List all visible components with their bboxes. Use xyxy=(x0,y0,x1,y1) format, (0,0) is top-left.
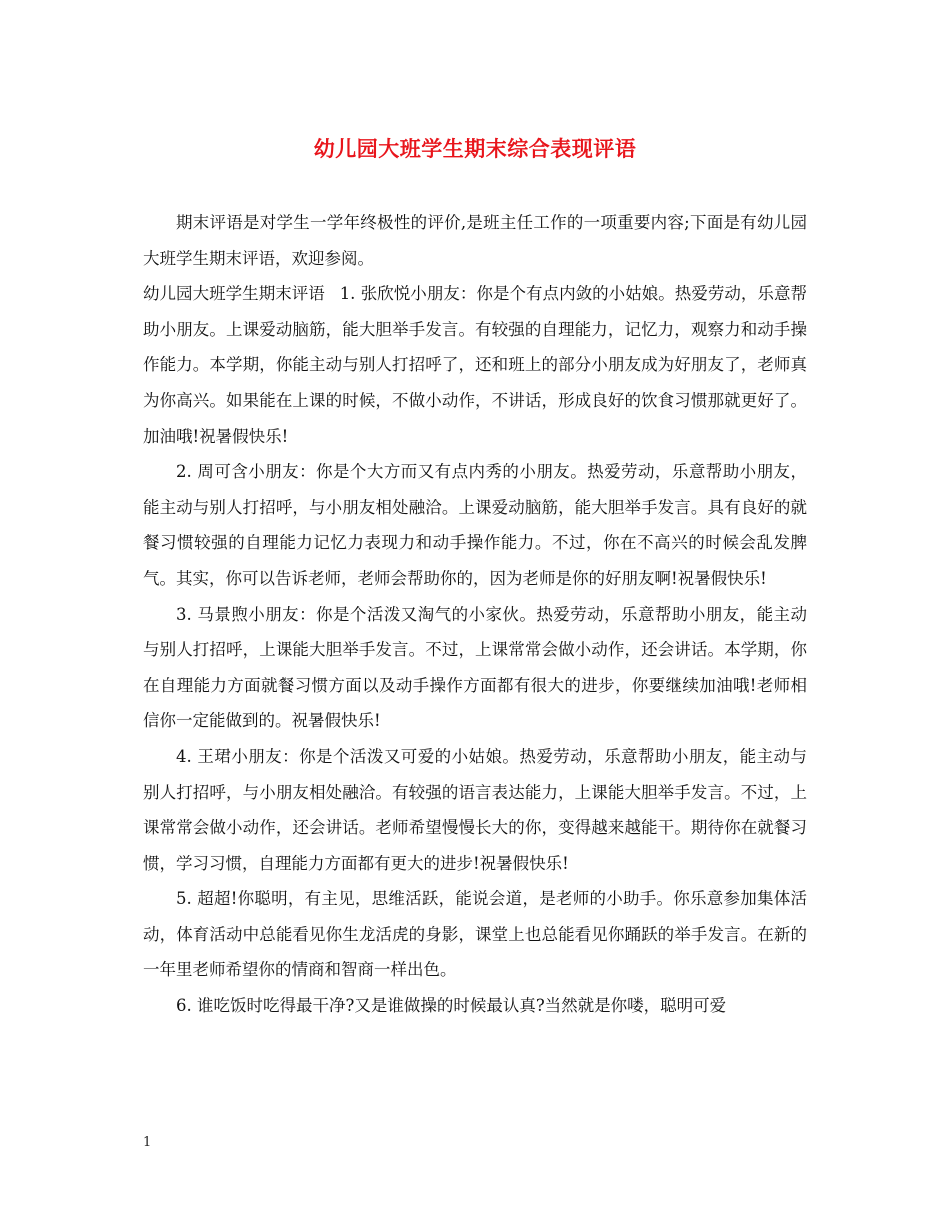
intro-paragraph: 期末评语是对学生一学年终极性的评价,是班主任工作的一项重要内容;下面是有幼儿园大班学生期末评语，欢迎参阅。 xyxy=(143,213,807,268)
comment-item-2: 2. 周可含小朋友：你是个大方而又有点内秀的小朋友。热爱劳动，乐意帮助小朋友，能主动与别人打招呼，与小朋友相处融洽。上课爱动脑筋，能大胆举手发言。具有良好的就餐习惯较强的自理能力记忆力表现力和动手操作能力。不过，你在不高兴的时候会乱发脾气。其实，你可以告诉老师，老师会帮助你的，因为老师是你的好朋友啊!祝暑假快乐! xyxy=(143,462,807,588)
comment-item-1: 1. 张欣悦小朋友：你是个有点内敛的小姑娘。热爱劳动，乐意帮助小朋友。上课爱动脑筋，能大胆举手发言。有较强的自理能力，记忆力，观察力和动手操作能力。本学期，你能主动与别人打招呼了，还和班上的部分小朋友成为好朋友了，老师真为你高兴。如果能在上课的时候，不做小动作，不讲话，形成良好的饮食习惯那就更好了。加油哦!祝暑假快乐! xyxy=(143,284,807,446)
document-title: 幼儿园大班学生期末综合表现评语 xyxy=(313,136,637,161)
comment-item-6: 6. 谁吃饭时吃得最干净?又是谁做操的时候最认真?当然就是你喽，聪明可爱 xyxy=(176,996,727,1016)
page-number: 1 xyxy=(143,1135,152,1150)
comment-item-4: 4. 王珺小朋友：你是个活泼又可爱的小姑娘。热爱劳动，乐意帮助小朋友，能主动与别人打招呼，与小朋友相处融洽。有较强的语言表达能力，上课能大胆举手发言。不过，上课常常会做小动作，还会讲话。老师希望慢慢长大的你，变得越来越能干。期待你在就餐习惯，学习习惯，自理能力方面都有更大的进步!祝暑假快乐! xyxy=(143,746,807,873)
document-body xyxy=(143,205,807,1024)
section-subtitle: 幼儿园大班学生期末评语 xyxy=(143,284,325,304)
comment-item-3: 3. 马景煦小朋友：你是个活泼又淘气的小家伙。热爱劳动，乐意帮助小朋友，能主动与别人打招呼，上课能大胆举手发言。不过，上课常常会做小动作，还会讲话。本学期，你在自理能力方面就餐习惯方面以及动手操作方面都有很大的进步，你要继续加油哦!老师相信你一定能做到的。祝暑假快乐! xyxy=(143,604,807,731)
comment-item-5: 5. 超超!你聪明，有主见，思维活跃，能说会道，是老师的小助手。你乐意参加集体活动，体育活动中总能看见你生龙活虎的身影，课堂上也总能看见你踊跃的举手发言。在新的一年里老师希望你的情商和智商一样出色。 xyxy=(143,889,807,980)
first-item-paragraph xyxy=(143,276,807,454)
